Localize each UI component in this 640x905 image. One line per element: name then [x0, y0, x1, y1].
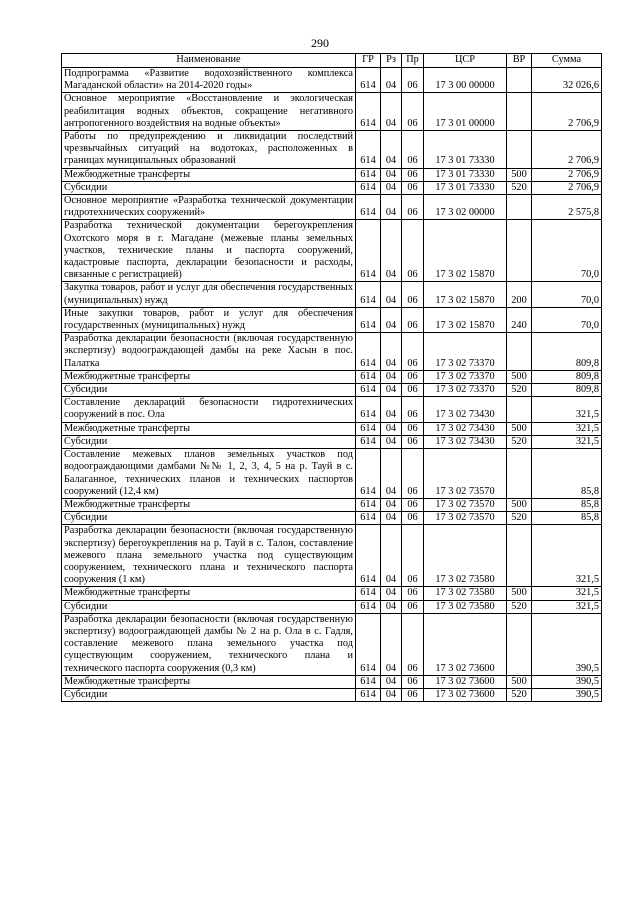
cell-csr: 17 3 02 73580 — [424, 525, 507, 587]
cell-sum: 2 706,9 — [532, 131, 602, 169]
cell-gr: 614 — [356, 587, 381, 600]
header-name: Наименование — [62, 54, 356, 68]
table-row — [62, 93, 602, 131]
cell-pr: 06 — [402, 422, 424, 435]
cell-rz: 04 — [381, 131, 402, 169]
cell-csr: 17 3 02 73570 — [424, 512, 507, 525]
cell-csr: 17 3 02 00000 — [424, 195, 507, 220]
cell-sum: 321,5 — [532, 422, 602, 435]
cell-pr: 06 — [402, 397, 424, 422]
table-row — [62, 168, 602, 181]
cell-sum: 85,8 — [532, 498, 602, 511]
cell-pr: 06 — [402, 675, 424, 688]
cell-sum: 321,5 — [532, 525, 602, 587]
cell-sum: 390,5 — [532, 688, 602, 701]
cell-csr: 17 3 02 15870 — [424, 307, 507, 332]
cell-sum: 321,5 — [532, 397, 602, 422]
cell-pr: 06 — [402, 600, 424, 613]
table-row — [62, 587, 602, 600]
table-row — [62, 181, 602, 194]
cell-csr: 17 3 02 73370 — [424, 333, 507, 371]
cell-csr: 17 3 02 73580 — [424, 600, 507, 613]
cell-name: Закупка товаров, работ и услуг для обеспечения государственных (муниципальных) нужд — [62, 282, 356, 307]
table-row — [62, 435, 602, 448]
cell-csr: 17 3 02 15870 — [424, 282, 507, 307]
cell-pr: 06 — [402, 613, 424, 675]
cell-vr — [507, 131, 532, 169]
cell-gr: 614 — [356, 333, 381, 371]
cell-rz: 04 — [381, 675, 402, 688]
cell-csr: 17 3 01 73330 — [424, 168, 507, 181]
cell-name: Субсидии — [62, 435, 356, 448]
cell-csr: 17 3 02 73430 — [424, 422, 507, 435]
cell-rz: 04 — [381, 307, 402, 332]
cell-name: Субсидии — [62, 181, 356, 194]
cell-rz: 04 — [381, 587, 402, 600]
cell-rz: 04 — [381, 181, 402, 194]
cell-rz: 04 — [381, 498, 402, 511]
cell-gr: 614 — [356, 613, 381, 675]
cell-name: Основное мероприятие «Разработка технической документации гидротехнических сооружений» — [62, 195, 356, 220]
table-row — [62, 307, 602, 332]
cell-gr: 614 — [356, 384, 381, 397]
table-row — [62, 220, 602, 282]
table-row — [62, 525, 602, 587]
cell-rz: 04 — [381, 333, 402, 371]
cell-sum: 2 706,9 — [532, 181, 602, 194]
cell-vr — [507, 93, 532, 131]
cell-gr: 614 — [356, 370, 381, 383]
cell-gr: 614 — [356, 220, 381, 282]
cell-sum: 2 706,9 — [532, 168, 602, 181]
table-row — [62, 397, 602, 422]
cell-vr: 500 — [507, 587, 532, 600]
header-vr: ВР — [507, 54, 532, 68]
cell-pr: 06 — [402, 525, 424, 587]
cell-vr: 520 — [507, 384, 532, 397]
cell-sum: 390,5 — [532, 675, 602, 688]
cell-gr: 614 — [356, 131, 381, 169]
table-row — [62, 333, 602, 371]
table-body — [62, 68, 602, 702]
cell-rz: 04 — [381, 449, 402, 499]
cell-pr: 06 — [402, 282, 424, 307]
cell-gr: 614 — [356, 512, 381, 525]
cell-name: Разработка декларации безопасности (включая государственную экспертизу) водоограждающей дамбы на реке Хасын в пос. Палатка — [62, 333, 356, 371]
cell-pr: 06 — [402, 68, 424, 93]
cell-vr: 500 — [507, 168, 532, 181]
cell-pr: 06 — [402, 384, 424, 397]
cell-csr: 17 3 01 00000 — [424, 93, 507, 131]
cell-csr: 17 3 02 73370 — [424, 370, 507, 383]
cell-pr: 06 — [402, 220, 424, 282]
cell-pr: 06 — [402, 688, 424, 701]
cell-name: Разработка технической документации берегоукрепления Охотского моря в г. Магадане (межевые планы земельных участков, технические планы и паспорта сооружений, кадастровые паспорта, декларации безопасности и расходы, связанные с регистрацией) — [62, 220, 356, 282]
cell-gr: 614 — [356, 195, 381, 220]
table-row — [62, 68, 602, 93]
cell-gr: 614 — [356, 282, 381, 307]
cell-sum: 321,5 — [532, 435, 602, 448]
cell-vr: 500 — [507, 370, 532, 383]
cell-pr: 06 — [402, 435, 424, 448]
cell-gr: 614 — [356, 498, 381, 511]
cell-pr: 06 — [402, 370, 424, 383]
budget-table — [61, 53, 602, 702]
cell-sum: 2 575,8 — [532, 195, 602, 220]
cell-rz: 04 — [381, 600, 402, 613]
table-row — [62, 422, 602, 435]
cell-vr: 520 — [507, 181, 532, 194]
cell-name: Межбюджетные трансферты — [62, 587, 356, 600]
cell-vr — [507, 525, 532, 587]
table-row — [62, 131, 602, 169]
cell-rz: 04 — [381, 688, 402, 701]
header-gr: ГР — [356, 54, 381, 68]
cell-rz: 04 — [381, 168, 402, 181]
header-pr: Пр — [402, 54, 424, 68]
cell-pr: 06 — [402, 449, 424, 499]
cell-sum: 85,8 — [532, 449, 602, 499]
cell-name: Разработка декларации безопасности (включая государственную экспертизу) водоограждающей дамбы № 2 на р. Ола в с. Гадля, составление межевого плана земельного участка под существующим сооружением, технического плана и технического паспорта сооружения (0,3 км) — [62, 613, 356, 675]
cell-pr: 06 — [402, 131, 424, 169]
cell-rz: 04 — [381, 512, 402, 525]
cell-vr — [507, 333, 532, 371]
cell-name: Иные закупки товаров, работ и услуг для обеспечения государственных (муниципальных) нужд — [62, 307, 356, 332]
cell-pr: 06 — [402, 195, 424, 220]
table-header-row — [62, 54, 602, 68]
cell-gr: 614 — [356, 68, 381, 93]
cell-sum: 809,8 — [532, 370, 602, 383]
cell-gr: 614 — [356, 168, 381, 181]
cell-sum: 390,5 — [532, 613, 602, 675]
cell-pr: 06 — [402, 181, 424, 194]
cell-pr: 06 — [402, 587, 424, 600]
cell-name: Субсидии — [62, 384, 356, 397]
cell-csr: 17 3 00 00000 — [424, 68, 507, 93]
cell-gr: 614 — [356, 675, 381, 688]
cell-gr: 614 — [356, 422, 381, 435]
cell-pr: 06 — [402, 498, 424, 511]
cell-gr: 614 — [356, 525, 381, 587]
cell-csr: 17 3 02 73600 — [424, 688, 507, 701]
cell-csr: 17 3 02 73430 — [424, 435, 507, 448]
cell-vr: 520 — [507, 600, 532, 613]
table-row — [62, 370, 602, 383]
page-number: 290 — [311, 36, 329, 50]
cell-csr: 17 3 02 73600 — [424, 675, 507, 688]
cell-name: Работы по предупреждению и ликвидации последствий чрезвычайных ситуаций на водотоках, расположенных в границах муниципальных образований — [62, 131, 356, 169]
cell-name: Субсидии — [62, 688, 356, 701]
cell-rz: 04 — [381, 93, 402, 131]
cell-sum: 85,8 — [532, 512, 602, 525]
cell-vr — [507, 195, 532, 220]
cell-csr: 17 3 02 73430 — [424, 397, 507, 422]
cell-gr: 614 — [356, 449, 381, 499]
cell-rz: 04 — [381, 397, 402, 422]
table-row — [62, 384, 602, 397]
table-row — [62, 282, 602, 307]
cell-name: Субсидии — [62, 512, 356, 525]
cell-csr: 17 3 02 73370 — [424, 384, 507, 397]
cell-vr: 520 — [507, 435, 532, 448]
cell-vr — [507, 449, 532, 499]
cell-vr: 520 — [507, 688, 532, 701]
cell-pr: 06 — [402, 333, 424, 371]
cell-pr: 06 — [402, 307, 424, 332]
header-csr: ЦСР — [424, 54, 507, 68]
cell-rz: 04 — [381, 68, 402, 93]
cell-sum: 321,5 — [532, 600, 602, 613]
cell-sum: 70,0 — [532, 220, 602, 282]
cell-vr: 500 — [507, 675, 532, 688]
cell-gr: 614 — [356, 600, 381, 613]
cell-vr: 500 — [507, 422, 532, 435]
cell-name: Субсидии — [62, 600, 356, 613]
cell-csr: 17 3 02 15870 — [424, 220, 507, 282]
cell-csr: 17 3 02 73570 — [424, 449, 507, 499]
cell-rz: 04 — [381, 220, 402, 282]
cell-pr: 06 — [402, 512, 424, 525]
cell-name: Подпрограмма «Развитие водохозяйственного комплекса Магаданской области» на 2014-2020 годы» — [62, 68, 356, 93]
cell-sum: 32 026,6 — [532, 68, 602, 93]
cell-csr: 17 3 02 73580 — [424, 587, 507, 600]
cell-vr: 200 — [507, 282, 532, 307]
cell-rz: 04 — [381, 384, 402, 397]
table-row — [62, 498, 602, 511]
cell-name: Основное мероприятие «Восстановление и экологическая реабилитация водных объектов, сокращение негативного антропогенного воздействия на водные объекты» — [62, 93, 356, 131]
cell-vr — [507, 397, 532, 422]
cell-csr: 17 3 01 73330 — [424, 181, 507, 194]
cell-name: Межбюджетные трансферты — [62, 370, 356, 383]
table-row — [62, 600, 602, 613]
cell-sum: 809,8 — [532, 333, 602, 371]
table-row — [62, 688, 602, 701]
cell-rz: 04 — [381, 435, 402, 448]
cell-gr: 614 — [356, 397, 381, 422]
cell-vr — [507, 68, 532, 93]
cell-rz: 04 — [381, 282, 402, 307]
cell-csr: 17 3 01 73330 — [424, 131, 507, 169]
cell-pr: 06 — [402, 168, 424, 181]
cell-vr — [507, 613, 532, 675]
cell-name: Межбюджетные трансферты — [62, 675, 356, 688]
cell-gr: 614 — [356, 688, 381, 701]
cell-rz: 04 — [381, 370, 402, 383]
cell-pr: 06 — [402, 93, 424, 131]
table-row — [62, 512, 602, 525]
cell-name: Межбюджетные трансферты — [62, 498, 356, 511]
header-sum: Сумма — [532, 54, 602, 68]
cell-rz: 04 — [381, 422, 402, 435]
cell-name: Составление межевых планов земельных участков под водоограждающими дамбами №№ 1, 2, 3, 4, 5 на р. Тауй в с. Балаганное, технических планов и технических паспортов сооружений (12,4 км) — [62, 449, 356, 499]
cell-sum: 2 706,9 — [532, 93, 602, 131]
header-rz: Рз — [381, 54, 402, 68]
cell-sum: 70,0 — [532, 307, 602, 332]
cell-sum: 70,0 — [532, 282, 602, 307]
cell-vr — [507, 220, 532, 282]
table-row — [62, 675, 602, 688]
table-row — [62, 613, 602, 675]
cell-name: Составление деклараций безопасности гидротехнических сооружений в пос. Ола — [62, 397, 356, 422]
cell-gr: 614 — [356, 181, 381, 194]
cell-name: Разработка декларации безопасности (включая государственную экспертизу) берегоукрепления на р. Тауй в с. Талон, составление межевого плана земельного участка под существующим сооружением, технического плана и технического паспорта сооружения (1 км) — [62, 525, 356, 587]
cell-vr: 520 — [507, 512, 532, 525]
cell-vr: 240 — [507, 307, 532, 332]
cell-vr: 500 — [507, 498, 532, 511]
cell-rz: 04 — [381, 195, 402, 220]
cell-gr: 614 — [356, 435, 381, 448]
cell-name: Межбюджетные трансферты — [62, 168, 356, 181]
cell-name: Межбюджетные трансферты — [62, 422, 356, 435]
cell-csr: 17 3 02 73570 — [424, 498, 507, 511]
cell-gr: 614 — [356, 93, 381, 131]
cell-csr: 17 3 02 73600 — [424, 613, 507, 675]
cell-rz: 04 — [381, 525, 402, 587]
cell-sum: 809,8 — [532, 384, 602, 397]
cell-rz: 04 — [381, 613, 402, 675]
cell-gr: 614 — [356, 307, 381, 332]
table-row — [62, 449, 602, 499]
table-row — [62, 195, 602, 220]
cell-sum: 321,5 — [532, 587, 602, 600]
